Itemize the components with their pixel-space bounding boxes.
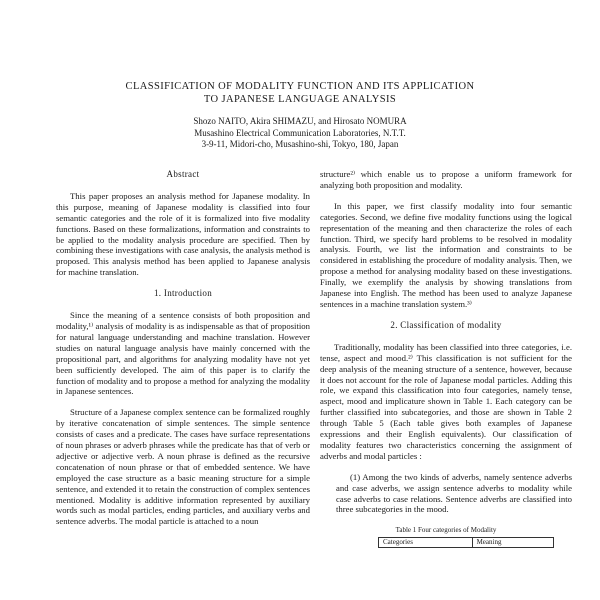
table-1-caption: Table 1 Four categories of Modality (395, 526, 497, 535)
introduction-heading: 1. Introduction (154, 288, 212, 299)
paper-title-line-1: CLASSIFICATION OF MODALITY FUNCTION AND ITS APPLICATION (125, 81, 475, 92)
introduction-paragraph-2: Structure of a Japanese complex sentence can be formalized roughly by iterative concatenation of simple sentences. The simple sentence consists of cases and a predicate. The cases have surface representations of noun phrases or adverb phrases while the predicate has that of verb or adjective or adjective verb. A noun phrase is defined as the recursive concatenation of noun phrase or that of embedded sentence. We have employed the case structure as a basic meaning structure for a simple sentence, and extended it to retain the construction of complex sentences mentioned. Modality is additive information represented by auxiliary words such as modal particles, ending particles, and auxiliary verbs and sentence adverbs. The modal particle is attached to a noun (56, 407, 310, 527)
table-1 (378, 537, 554, 548)
table-header-row (379, 538, 554, 548)
section-2-heading: 2. Classification of modality (390, 319, 502, 330)
table-header-categories: Categories (379, 538, 473, 548)
abstract-heading: Abstract (166, 169, 200, 179)
continued-paragraph: structure²⁾ which enable us to propose a uniform framework for analyzing both proposition and modality. (320, 169, 572, 190)
paper-authors: Shozo NAITO, Akira SHIMAZU, and Hirosato NOMURA (193, 116, 407, 126)
paper-title-line-2: TO JAPANESE LANGUAGE ANALYSIS (203, 94, 397, 105)
introduction-paragraph-1: Since the meaning of a sentence consists of both proposition and modality,¹⁾ analysis of modality is as indispensable as that of proposition for natural language understanding and machine translation. However studies on natural language analysis have mainly concerned with the propositional part, and algorithms for analyzing modality have not yet been sufficiently developed. The aim of this paper is to clarify the function of modality and to propose a method for analyzing the modality in Japanese sentences. (56, 310, 310, 397)
abstract-text: This paper proposes an analysis method for Japanese modality. In this purpose, meaning of Japanese modality is classified into four semantic categories and the role of it is formalized into five modality functions. Based on these formalizations, information and constraints to be applied to the modality analysis procedure are specified. Then by combining these investigations with case analysis, the analysis method is proposed. This analysis method has been applied to Japanese analysis for machine translation. (56, 190, 310, 278)
affiliation-line-1: Musashino Electrical Communication Laboratories, N.T.T. (194, 128, 406, 138)
table-header-meaning: Meaning (472, 538, 553, 548)
right-column (320, 169, 572, 548)
left-column (56, 169, 310, 537)
classification-paragraph: Traditionally, modality has been classified into three categories, i.e. tense, aspect and mood.²⁾ This classification is not sufficient for the deep analysis of the meaning structure of a sentence, however, because it does not account for the role of Japanese modal particles. Adding this role, we expand this classification into four categories, namely tense, aspect, mood and implicature shown in Table 1. Each category can be further classified into subcategories, and those are shown in Table 2 through Table 5 (Each table gives both examples of Japanese expressions and their English equivalents). Our classification of modality features two characteristics concerning the assignment of adverbs and modal particles : (320, 341, 572, 461)
affiliation-line-2: 3-9-11, Midori-cho, Musashino-shi, Tokyo, 180, Japan (201, 139, 399, 149)
list-item-1: (1) Among the two kinds of adverbs, namely sentence adverbs and case adverbs, we assign sentence adverbs to modality while case adverbs to case relations. Sentence adverbs are classified into three subcategories in the mood. (336, 471, 572, 515)
plan-paragraph: In this paper, we first classify modality into four semantic categories. Second, we define five modality functions using the logical representation of the meaning and then characterize the roles of each function. Third, we specify hard problems to be resolved in modality analysis. Fourth, we list the information and constraints to be considered in establishing the procedure of modality analysis. Then, we propose a method for analysing modality based on these investigations. Finally, we exemplify the analysis by showing translations from Japanese into English. The method has been used to analyze Japanese sentences in a machine translation system.³⁾ (320, 200, 572, 309)
